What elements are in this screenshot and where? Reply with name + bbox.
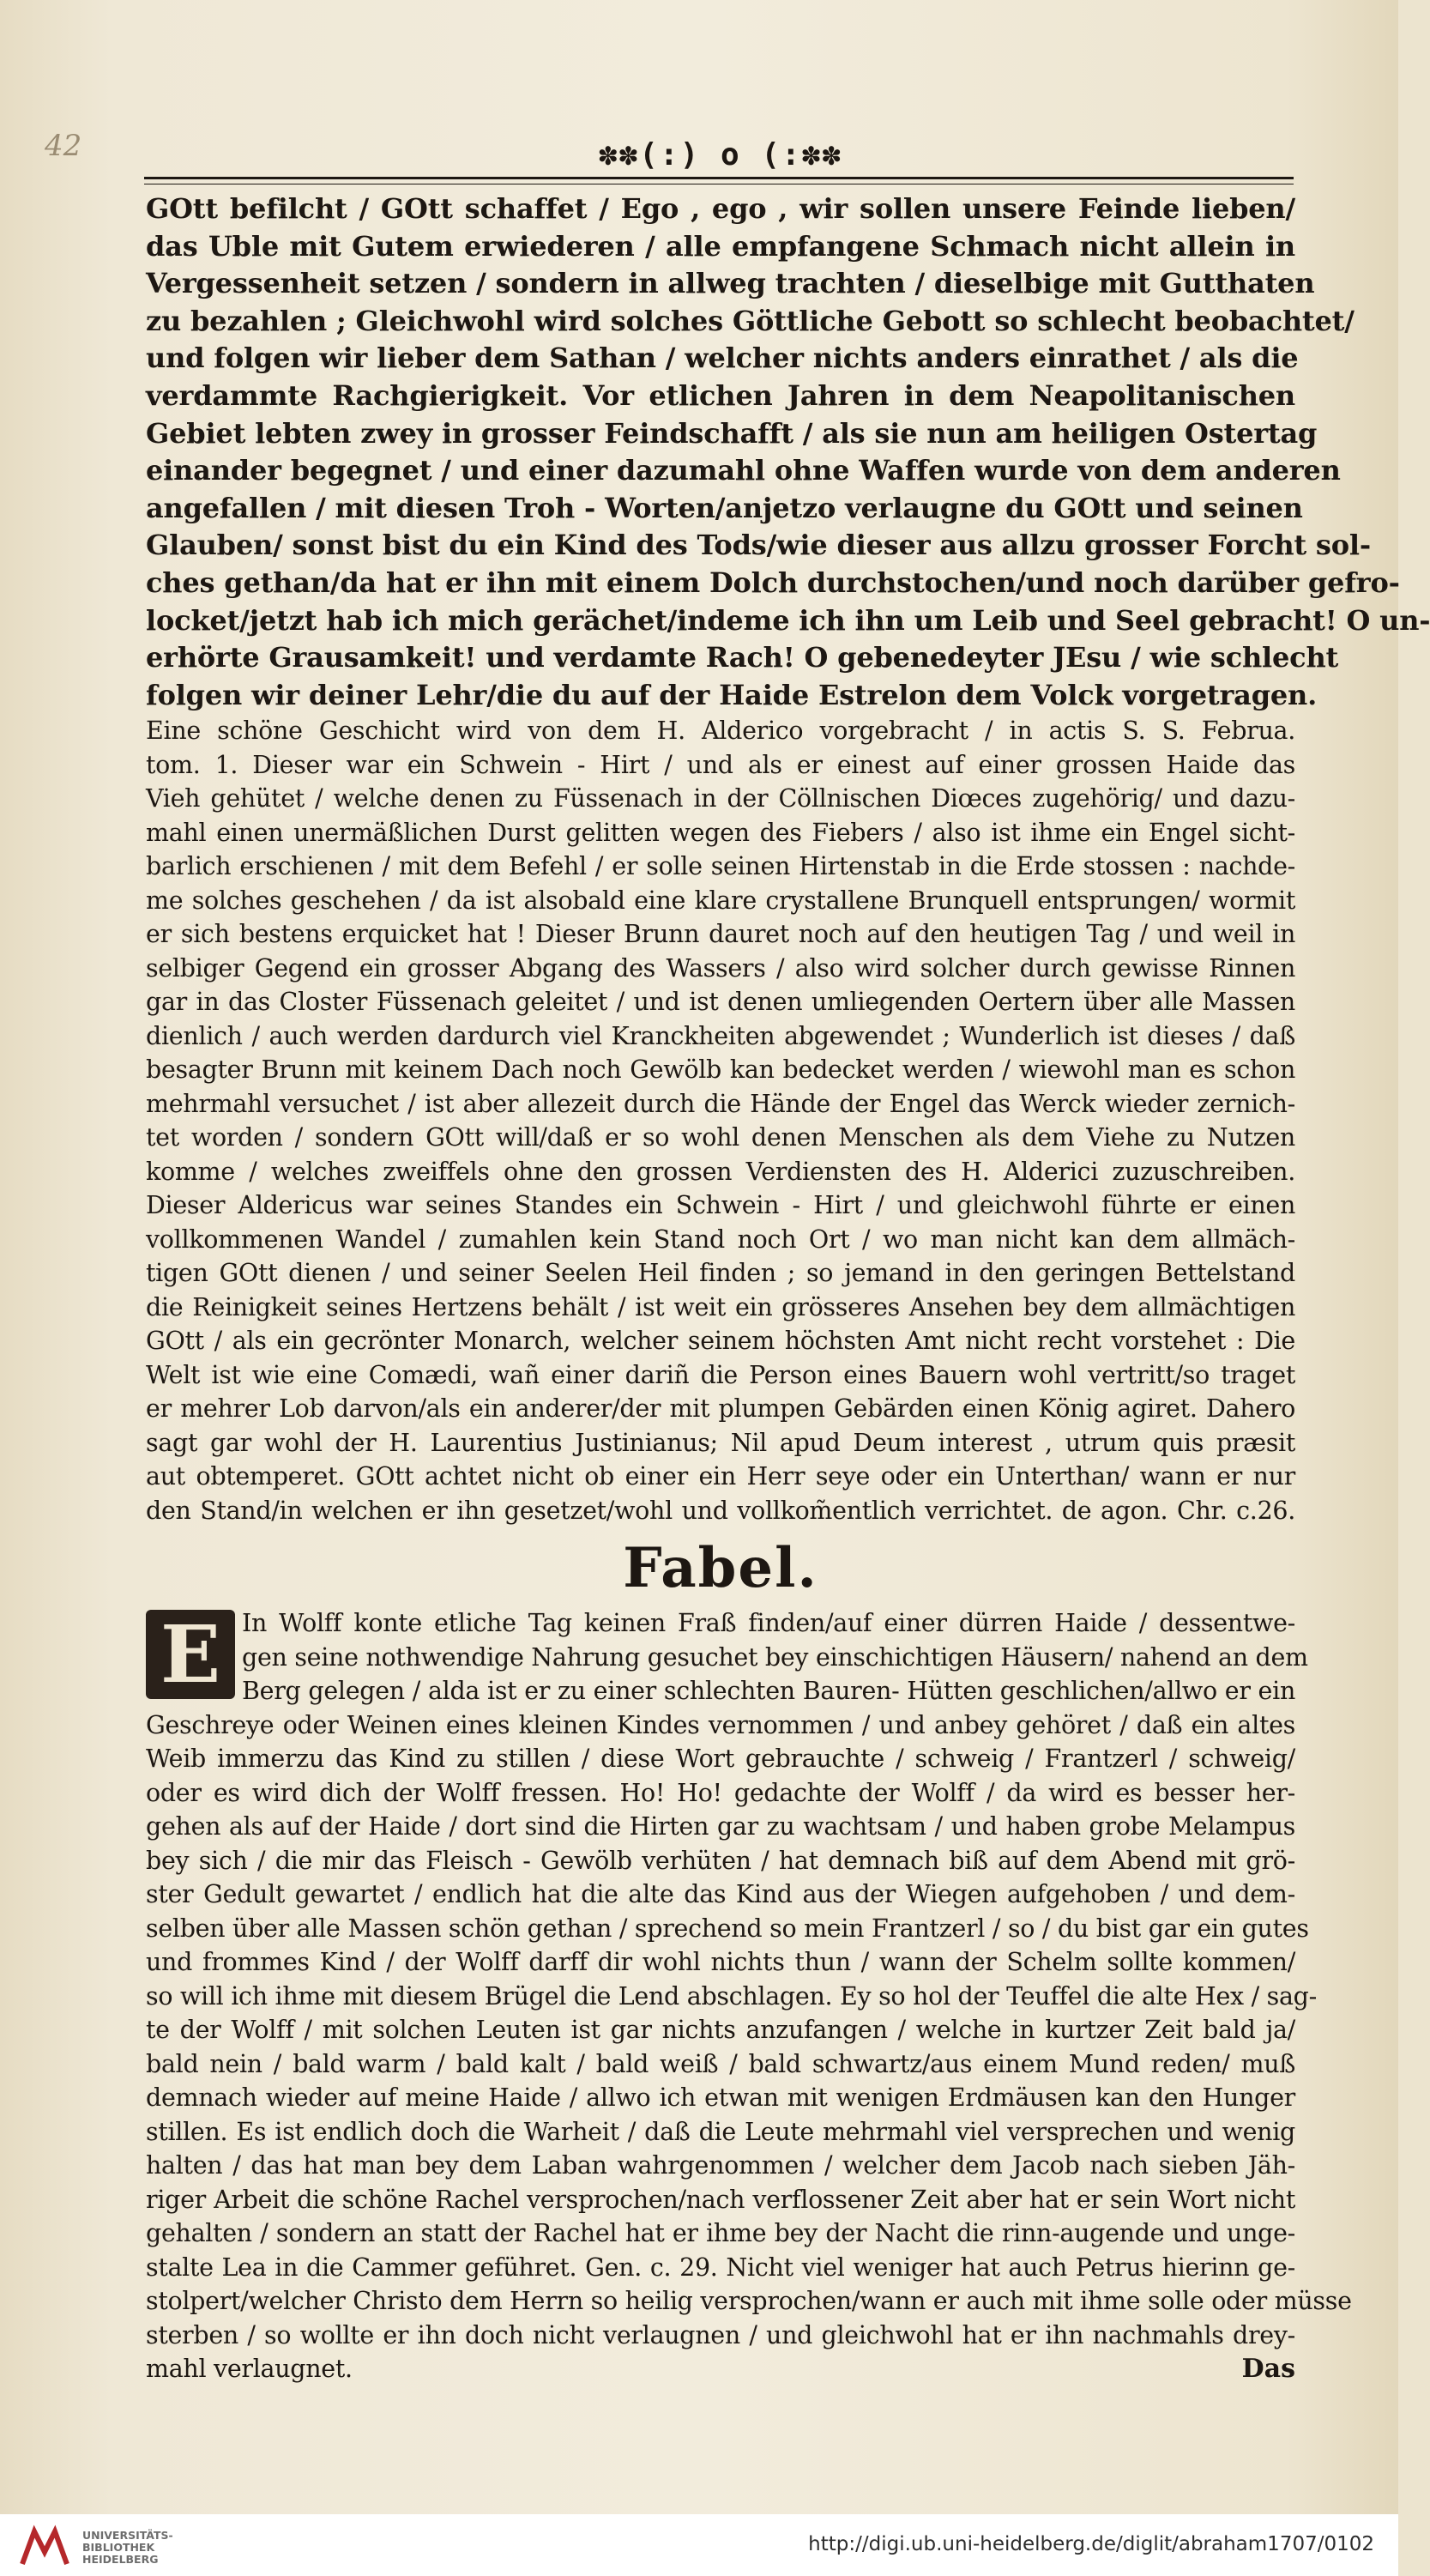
text-line: komme / welches zweiffels ohne den grossen Verdiensten des H. Alderici zuzuschreiben.	[146, 1157, 1295, 1186]
text-line: halten / das hat man bey dem Laban wahrgenommen / welcher dem Jacob nach sieben Jäh-	[146, 2151, 1295, 2180]
text-line: gar in das Closter Füssenach geleitet / und ist denen umliegenden Oertern über alle Massen	[146, 988, 1295, 1017]
library-name-line: BIBLIOTHEK	[82, 2541, 155, 2554]
text-line: Welt ist wie eine Comædi, wañ einer dariñ die Person eines Bauern wohl vertritt/so traget	[146, 1360, 1295, 1389]
text-line: erhörte Grausamkeit! und verdamte Rach! O gebenedeyter JEsu / wie schlecht	[146, 641, 1339, 674]
text-line: er mehrer Lob darvon/als ein anderer/der mit plumpen Gebärden einen König agiret. Dahero	[146, 1394, 1295, 1424]
text-line: In Wolff konte etliche Tag keinen Fraß finden/auf einer dürren Haide / dessentwe-	[242, 1609, 1295, 1638]
text-line: GOtt befilcht / GOtt schaffet / Ego , ego , wir sollen unsere Feinde lieben/	[146, 192, 1295, 225]
university-logo-icon	[19, 2526, 72, 2567]
text-line: oder es wird dich der Wolff fressen. Ho! Ho! gedachte der Wolff / da wird es besser her-	[146, 1778, 1295, 1807]
source-url-link[interactable]: http://digi.ub.uni-heidelberg.de/diglit/abraham1707/0102	[808, 2533, 1374, 2555]
decorated-initial: E	[146, 1610, 235, 1699]
paragraph-fabel	[146, 1708, 1352, 2386]
text-line: einander begegnet / und einer dazumahl ohne Waffen wurde von dem anderen	[146, 454, 1341, 487]
text-line: Dieser Aldericus war seines Standes ein Schwein - Hirt / und gleichwohl führte er einen	[146, 1191, 1295, 1220]
text-line: gen seine nothwendige Nahrung gesuchet bey einschichtigen Häusern/ nahend an dem	[242, 1642, 1308, 1672]
text-line: mahl einen unermäßlichen Durst gelitten wegen des Fiebers / also ist ihme ein Engel sicht-	[146, 818, 1295, 847]
header-rule	[144, 177, 1294, 179]
library-name-line: HEIDELBERG	[82, 2553, 159, 2566]
text-line: Vieh gehütet / welche denen zu Füssenach in der Cöllnischen Diœces zugehörig/ und dazu-	[146, 784, 1295, 813]
text-line: den Stand/in welchen er ihn gesetzet/wohl und vollkom̃entlich verrichtet. de agon. Chr. c.26.	[146, 1496, 1295, 1525]
text-body	[146, 190, 1430, 2386]
text-line: die Reinigkeit seines Hertzens behält / ist weit ein grösseres Ansehen bey dem allmächtigen	[146, 1292, 1295, 1321]
text-line: Geschreye oder Weinen eines kleinen Kindes vernommen / und anbey gehöret / daß ein altes	[146, 1710, 1295, 1739]
library-name-line: UNIVERSITÄTS-	[82, 2529, 173, 2542]
viewer-footer	[0, 2514, 1398, 2576]
fabel-opening	[146, 1606, 1308, 1708]
text-line: Weib immerzu das Kind zu stillen / diese Wort gebrauchte / schweig / Frantzerl / schweig/	[146, 1745, 1295, 1774]
text-line: tigen GOtt dienen / und seiner Seelen Heil finden ; so jemand in den geringen Bettelstand	[146, 1259, 1295, 1288]
text-line: demnach wieder auf meine Haide / allwo ich etwan mit wenigen Erdmäusen kan den Hunger	[146, 2083, 1295, 2113]
text-line: Glauben/ sonst bist du ein Kind des Tods/wie dieser aus allzu grosser Forcht sol-	[146, 529, 1371, 562]
text-line: besagter Brunn mit keinem Dach noch Gewölb kan bedecket werden / wiewohl man es schon	[146, 1055, 1295, 1085]
text-line: Vergessenheit setzen / sondern in allweg trachten / dieselbige mit Gutthaten	[146, 267, 1315, 300]
text-line: GOtt / als ein gecrönter Monarch, welcher seinem höchsten Amt nicht recht vorstehet : Die	[146, 1327, 1295, 1356]
text-line: das Uble mit Gutem erwiederen / alle empfangene Schmach nicht allein in	[146, 229, 1295, 263]
text-line: selbiger Gegend ein grosser Abgang des Wassers / also wird solcher durch gewisse Rinnen	[146, 953, 1295, 983]
text-line: tom. 1. Dieser war ein Schwein - Hirt / und als er einest auf einer grossen Haide das	[146, 750, 1295, 779]
paragraph-fabel-indented	[146, 1606, 1308, 1708]
text-line: gehen als auf der Haide / dort sind die Hirten gar zu wachtsam / und haben grobe Melampus	[146, 1812, 1295, 1841]
fabel-heading: Fabel.	[623, 1536, 818, 1601]
running-head-ornament: ✽✽(:) o (:✽✽	[598, 137, 843, 172]
text-line: angefallen / mit diesen Troh - Worten/anjetzo verlaugne du GOtt und seinen	[146, 491, 1303, 524]
text-line: sterben / so wollte er ihn doch nicht verlaugnen / und gleichwohl hat er ihn nachmahls drey-	[146, 2320, 1295, 2349]
text-line: dienlich / auch werden dardurch viel Kranckheiten abgewendet ; Wunderlich ist dieses / daß	[146, 1021, 1295, 1050]
text-line: er sich bestens erquicket hat ! Dieser Brunn dauret noch auf den heutigen Tag / und weil in	[146, 920, 1295, 949]
text-line: locket/jetzt hab ich mich gerächet/indeme ich ihn um Leib und Seel gebracht! O un-	[146, 603, 1430, 637]
text-line: aut obtemperet. GOtt achtet nicht ob einer ein Herr seye oder ein Unterthan/ wann er nur	[146, 1462, 1295, 1491]
text-line: riger Arbeit die schöne Rachel versprochen/nach verflossener Zeit aber hat er sein Wort nicht	[146, 2185, 1295, 2214]
text-line: bey sich / die mir das Fleisch - Gewölb verhüten / hat demnach biß auf dem Abend mit grö-	[146, 1846, 1295, 1875]
text-line: tet worden / sondern GOtt will/daß er so wohl denen Menschen als dem Viehe zu Nutzen	[146, 1123, 1295, 1152]
library-name	[82, 2530, 173, 2566]
text-line: mahl verlaugnet.	[146, 2355, 353, 2384]
text-line: ster Gedult gewartet / endlich hat die alte das Kind aus der Wiegen aufgehoben / und dem-	[146, 1880, 1295, 1909]
text-line: te der Wolff / mit solchen Leuten ist gar nichts anzufangen / welche in kurtzer Zeit bald ja/	[146, 2016, 1295, 2045]
text-line: zu bezahlen ; Gleichwohl wird solches Göttliche Gebott so schlecht beobachtet/	[146, 304, 1355, 337]
text-line: bald nein / bald warm / bald kalt / bald weiß / bald schwartz/aus einem Mund reden/ muß	[146, 2049, 1295, 2078]
text-line: selben über alle Massen schön gethan / sprechend so mein Frantzerl / so / du bist gar ein gutes	[146, 1914, 1309, 1943]
text-line: stolpert/welcher Christo dem Herrn so heilig versprochen/wann er auch mit ihme solle oder müsse	[146, 2287, 1352, 2316]
text-line: und folgen wir lieber dem Sathan / welcher nichts anders einrathet / als die	[146, 342, 1299, 375]
text-line: sagt gar wohl der H. Laurentius Justinianus; Nil apud Deum interest , utrum quis præsit	[146, 1428, 1295, 1457]
text-line: gehalten / sondern an statt der Rachel hat er ihme bey der Nacht die rinn-augende und unge-	[146, 2219, 1295, 2248]
text-line: so will ich ihme mit diesem Brügel die Lend abschlagen. Ey so hol der Teuffel die alte Hex / sag-	[146, 1981, 1317, 2011]
text-line: me solches geschehen / da ist alsobald eine klare crystallene Brunquell entsprungen/ wormit	[146, 886, 1295, 915]
text-line: barlich erschienen / mit dem Befehl / er solle seinen Hirtenstab in die Erde stossen : nachde-	[146, 852, 1295, 881]
paragraph-alderico	[146, 714, 1295, 1527]
text-line: folgen wir deiner Lehr/die du auf der Haide Estrelon dem Volck vorgetragen.	[146, 678, 1318, 711]
text-line: Gebiet lebten zwey in grosser Feindschafft / als sie nun am heiligen Ostertag	[146, 416, 1318, 450]
text-line: verdammte Rachgierigkeit. Vor etlichen Jahren in dem Neapolitanischen	[146, 378, 1295, 412]
paragraph-sermon	[146, 190, 1430, 714]
catchword: Das	[1241, 2354, 1295, 2385]
text-line: ches gethan/da hat er ihn mit einem Dolch durchstochen/und noch darüber gefro-	[146, 565, 1400, 599]
text-line: Eine schöne Geschicht wird von dem H. Alderico vorgebracht / in actis S. S. Februa.	[146, 717, 1295, 746]
text-line: stillen. Es ist endlich doch die Warheit / daß die Leute mehrmahl viel versprechen und wenig	[146, 2117, 1295, 2146]
text-line: stalte Lea in die Cammer geführet. Gen. c. 29. Nicht viel weniger hat auch Petrus hierinn ge-	[146, 2252, 1295, 2282]
margin-note: 42	[45, 129, 82, 163]
text-line: vollkommenen Wandel / zumahlen kein Stand noch Ort / wo man nicht kan dem allmäch-	[146, 1225, 1295, 1254]
text-line: und frommes Kind / der Wolff darff dir wohl nichts thun / wann der Schelm sollte kommen/	[146, 1948, 1295, 1977]
text-line: mehrmahl versuchet / ist aber allezeit durch die Hände der Engel das Werck wieder zernich-	[146, 1089, 1295, 1118]
text-line: Berg gelegen / alda ist er zu einer schlechten Bauren- Hütten geschlichen/allwo er ein	[242, 1677, 1295, 1706]
